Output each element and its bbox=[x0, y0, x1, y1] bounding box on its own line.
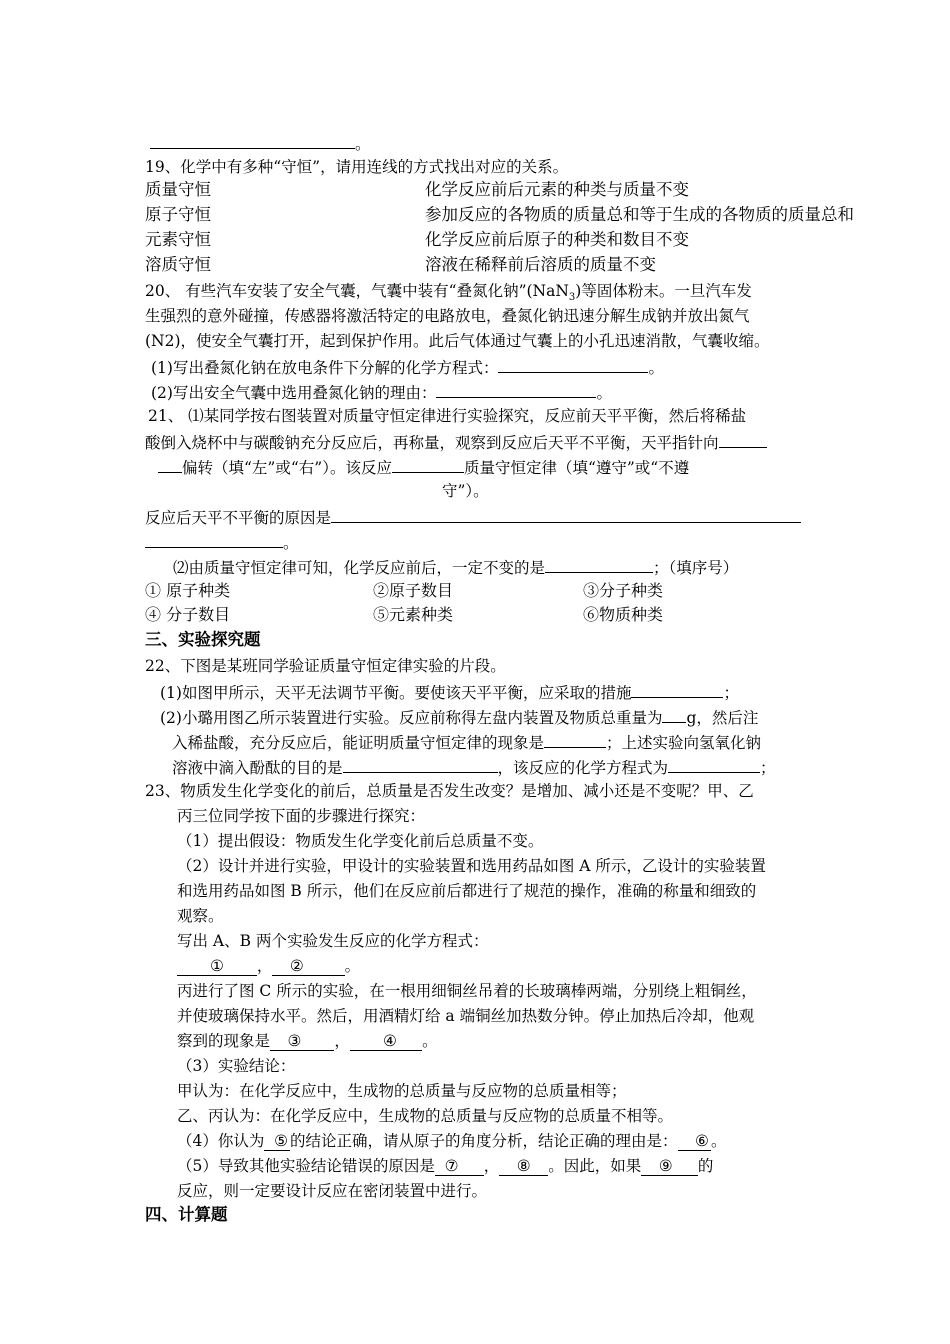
q19-row-4: 溶质守恒 溶液在稀释前后溶质的质量不变 bbox=[145, 255, 656, 274]
q20-line-1: 20、 有些汽车安装了安全气囊，气囊中装有“叠氮化钠”(NaN$_3$)等固体粉末。一旦汽车发 bbox=[145, 282, 752, 304]
q21-line-1: 21、 ⑴某同学按右图装置对质量守恒定律进行实验探究，反应前天平平衡，然后将稀盐 bbox=[148, 407, 747, 425]
answer-line-prev: 。 bbox=[150, 132, 371, 154]
q21-line-5: 反应后天平不平衡的原因是 bbox=[145, 506, 801, 528]
q23-part-5: （5）导致其他实验结论错误的原因是 ⑦ ， ⑧ 。因此，如果 ⑨ 的 bbox=[177, 1157, 714, 1175]
answer-blank[interactable] bbox=[545, 556, 653, 573]
answer-blank[interactable]: ⑧ bbox=[499, 1157, 548, 1176]
q20-sub-2: (2)写出安全气囊中选用叠氮化钠的理由： 。 bbox=[151, 381, 612, 403]
q22-sub-2-line-2: 入稀盐酸，充分反应后，能证明质量守恒定律的现象是 ；上述实验向氢氧化钠 bbox=[172, 731, 761, 753]
answer-blank[interactable] bbox=[436, 381, 596, 398]
answer-blank[interactable] bbox=[719, 431, 767, 448]
q23-conclusion-a: 甲认为：在化学反应中，生成物的总质量与反应物的总质量相等； bbox=[177, 1082, 627, 1100]
q21-line-4: 守”）。 bbox=[442, 482, 489, 500]
q21-line-6: 。 bbox=[145, 531, 299, 553]
answer-blank[interactable]: ⑥ bbox=[678, 1132, 711, 1151]
q20-sub-1: (1)写出叠氮化钠在放电条件下分解的化学方程式： 。 bbox=[151, 356, 664, 378]
q23-equation-blanks: ① ， ② 。 bbox=[177, 956, 360, 976]
section-3-heading: 三、实验探究题 bbox=[145, 630, 261, 649]
q19-row-3: 元素守恒 化学反应前后原子的种类和数目不变 bbox=[145, 230, 689, 249]
q19-row-2: 原子守恒 参加反应的各物质的质量总和等于生成的各物质的质量总和 bbox=[145, 205, 854, 224]
q23-part-1: （1）提出假设：物质发生化学变化前后总质量不变。 bbox=[177, 832, 544, 850]
answer-blank[interactable] bbox=[158, 456, 182, 473]
answer-blank[interactable] bbox=[631, 681, 723, 698]
q19-row-1: 质量守恒 化学反应前后元素的种类与质量不变 bbox=[145, 180, 689, 199]
q23-part-2-line-2: 和选用药品如图 B 所示，他们在反应前后都进行了规范的操作，准确的称量和细致的 bbox=[177, 882, 757, 900]
q20-line-2: 生强烈的意外碰撞，传感器将激活特定的电路放电，叠氮化钠迅速分解生成钠并放出氮气 bbox=[145, 307, 750, 325]
q22-title: 22、下图是某班同学验证质量守恒定律实验的片段。 bbox=[145, 657, 506, 675]
answer-blank[interactable]: ⑤ bbox=[264, 1132, 290, 1151]
answer-blank[interactable] bbox=[343, 756, 498, 773]
q21-line-2: 酸倒入烧杯中与碳酸钠充分反应后，再称量，观察到反应后天平不平衡，天平指针向 bbox=[145, 431, 767, 453]
q21-options-row-2: ④ 分子数目 ⑤元素种类 ⑥物质种类 bbox=[145, 605, 664, 624]
q23-line-1: 23、物质发生化学变化的前后，总质量是否发生改变？是增加、减小还是不变呢？甲、乙 bbox=[145, 782, 754, 800]
blank bbox=[150, 132, 355, 149]
answer-blank[interactable] bbox=[145, 531, 283, 548]
answer-blank[interactable] bbox=[668, 756, 760, 773]
answer-blank[interactable] bbox=[544, 731, 606, 748]
answer-blank[interactable] bbox=[498, 356, 648, 373]
answer-blank[interactable]: ⑦ bbox=[435, 1157, 484, 1176]
q23-part-2-line-4: 写出 A、B 两个实验发生反应的化学方程式： bbox=[177, 932, 489, 950]
q23-part-2-line-6: 并使玻璃保持水平。然后，用酒精灯给 a 端铜丝加热数分钟。停止加热后冷却，他观 bbox=[177, 1007, 755, 1025]
answer-blank[interactable]: ⑨ bbox=[641, 1157, 698, 1176]
answer-blank[interactable] bbox=[331, 506, 801, 523]
q22-sub-2-line-3: 溶液中滴入酚酞的目的是 ，该反应的化学方程式为 ； bbox=[172, 756, 776, 778]
answer-blank[interactable]: ② bbox=[272, 957, 344, 976]
q21-options-row-1: ① 原子种类 ②原子数目 ③分子种类 bbox=[145, 581, 664, 600]
q23-part-2-line-1: （2）设计并进行实验，甲设计的实验装置和选用药品如图 A 所示，乙设计的实验装置 bbox=[177, 857, 766, 875]
answer-blank[interactable]: ④ bbox=[350, 1032, 422, 1051]
q23-part-4: （4）你认为 ⑤ 的结论正确，请从原子的角度分析，结论正确的理由是： ⑥ 。 bbox=[177, 1132, 727, 1150]
section-4-heading: 四、计算题 bbox=[145, 1205, 228, 1224]
answer-blank[interactable] bbox=[392, 456, 464, 473]
q20-line-3: (N2)，使安全气囊打开，起到保护作用。此后气体通过气囊上的小孔迅速消散，气囊收缩。 bbox=[145, 332, 770, 350]
answer-blank[interactable] bbox=[662, 706, 686, 723]
q21-part-2: ⑵由质量守恒定律可知，化学反应前后，一定不变的是 ；（填序号） bbox=[173, 556, 738, 578]
q19-title: 19、化学中有多种“守恒”，请用连线的方式找出对应的关系。 bbox=[145, 158, 569, 176]
q23-conclusion-b: 乙、丙认为：在化学反应中，生成物的总质量与反应物的总质量不相等。 bbox=[177, 1107, 674, 1125]
q22-sub-2-line-1: (2)小璐用图乙所示装置进行实验。反应前称得左盘内装置及物质总重量为 g，然后注 bbox=[160, 706, 758, 728]
q23-line-2: 丙三位同学按下面的步骤进行探究： bbox=[177, 807, 426, 825]
q22-sub-1: (1)如图甲所示，天平无法调节平衡。要使该天平平衡，应采取的措施 ； bbox=[160, 681, 739, 703]
answer-blank[interactable]: ③ bbox=[270, 1032, 334, 1051]
q23-part-2-line-5: 丙进行了图 C 所示的实验，在一根用细铜丝吊着的长玻璃棒两端，分别绕上粗铜丝， bbox=[177, 982, 757, 1000]
q21-line-3: 偏转（填“左”或“右”）。该反应 质量守恒定律（填“遵守”或“不遵 bbox=[158, 456, 689, 478]
answer-blank[interactable]: ① bbox=[177, 957, 257, 976]
q23-part-3: （3）实验结论： bbox=[177, 1057, 296, 1075]
q23-part-5-line-2: 反应，则一定要设计反应在密闭装置中进行。 bbox=[177, 1182, 488, 1200]
q23-part-2-line-7: 察到的现象是 ③ ， ④ 。 bbox=[177, 1032, 438, 1050]
q23-part-2-line-3: 观察。 bbox=[177, 907, 224, 925]
